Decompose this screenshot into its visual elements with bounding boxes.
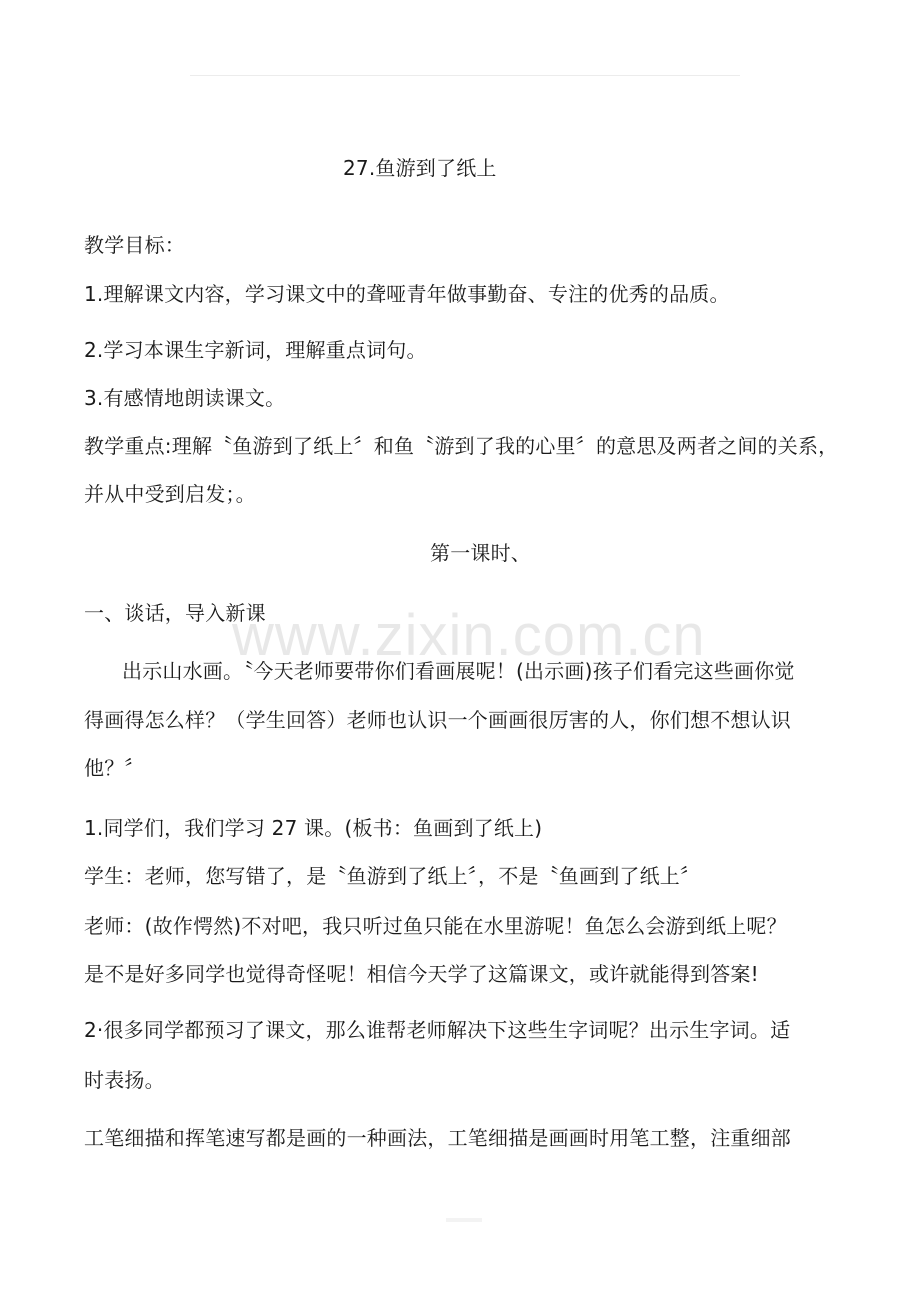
objective-2: 2.学习本课生字新词，理解重点词句。 [84,338,427,362]
step-2-line-2: 时表扬。 [84,1068,165,1092]
objective-1: 1.理解课文内容，学习课文中的聋哑青年做事勤奋、专注的优秀的品质。 [84,282,730,306]
part-1-heading: 一、谈话，导入新课 [84,601,266,625]
key-point-line-1: 教学重点:理解〝鱼游到了纸上〞和鱼〝游到了我的心里〞的意思及两者之间的关系， [84,434,839,458]
objective-3: 3.有感情地朗读课文。 [84,386,286,410]
paragraph-1-line-1: 出示山水画。〝今天老师要带你们看画展呢！(出示画)孩子们看完这些画你觉 [122,659,795,683]
header-rule [190,75,740,76]
key-point-line-2: 并从中受到启发；。 [84,482,256,506]
last-line: 工笔细描和挥笔速写都是画的一种画法，工笔细描是画画时用笔工整，注重细部 [84,1126,791,1150]
teacher-line-2: 是不是好多同学也觉得奇怪呢！相信今天学了这篇课文，或许就能得到答案! [84,962,759,986]
student-line: 学生：老师，您写错了，是〝鱼游到了纸上〞，不是〝鱼画到了纸上〞 [84,864,701,888]
watermark: www.zixin.com.cn [232,603,706,668]
paragraph-1-line-3: 他？〞 [84,756,145,780]
teacher-line-1: 老师：(故作愕然)不对吧，我只听过鱼只能在水里游呢！鱼怎么会游到纸上呢？ [84,914,787,938]
lesson-title: 27.鱼游到了纸上 [343,156,497,180]
paragraph-1-line-2: 得画得怎么样？（学生回答）老师也认识一个画画很厉害的人，你们想不想认识 [84,708,791,732]
step-2-line-1: 2·很多同学都预习了课文，那么谁帮老师解决下这些生字词呢？出示生字词。适 [84,1018,791,1042]
footer-mark [446,1218,482,1222]
step-1: 1.同学们，我们学习 27 课。(板书：鱼画到了纸上) [84,816,543,840]
objectives-heading: 教学目标： [84,233,185,257]
lesson-session-heading: 第一课时、 [430,541,531,565]
